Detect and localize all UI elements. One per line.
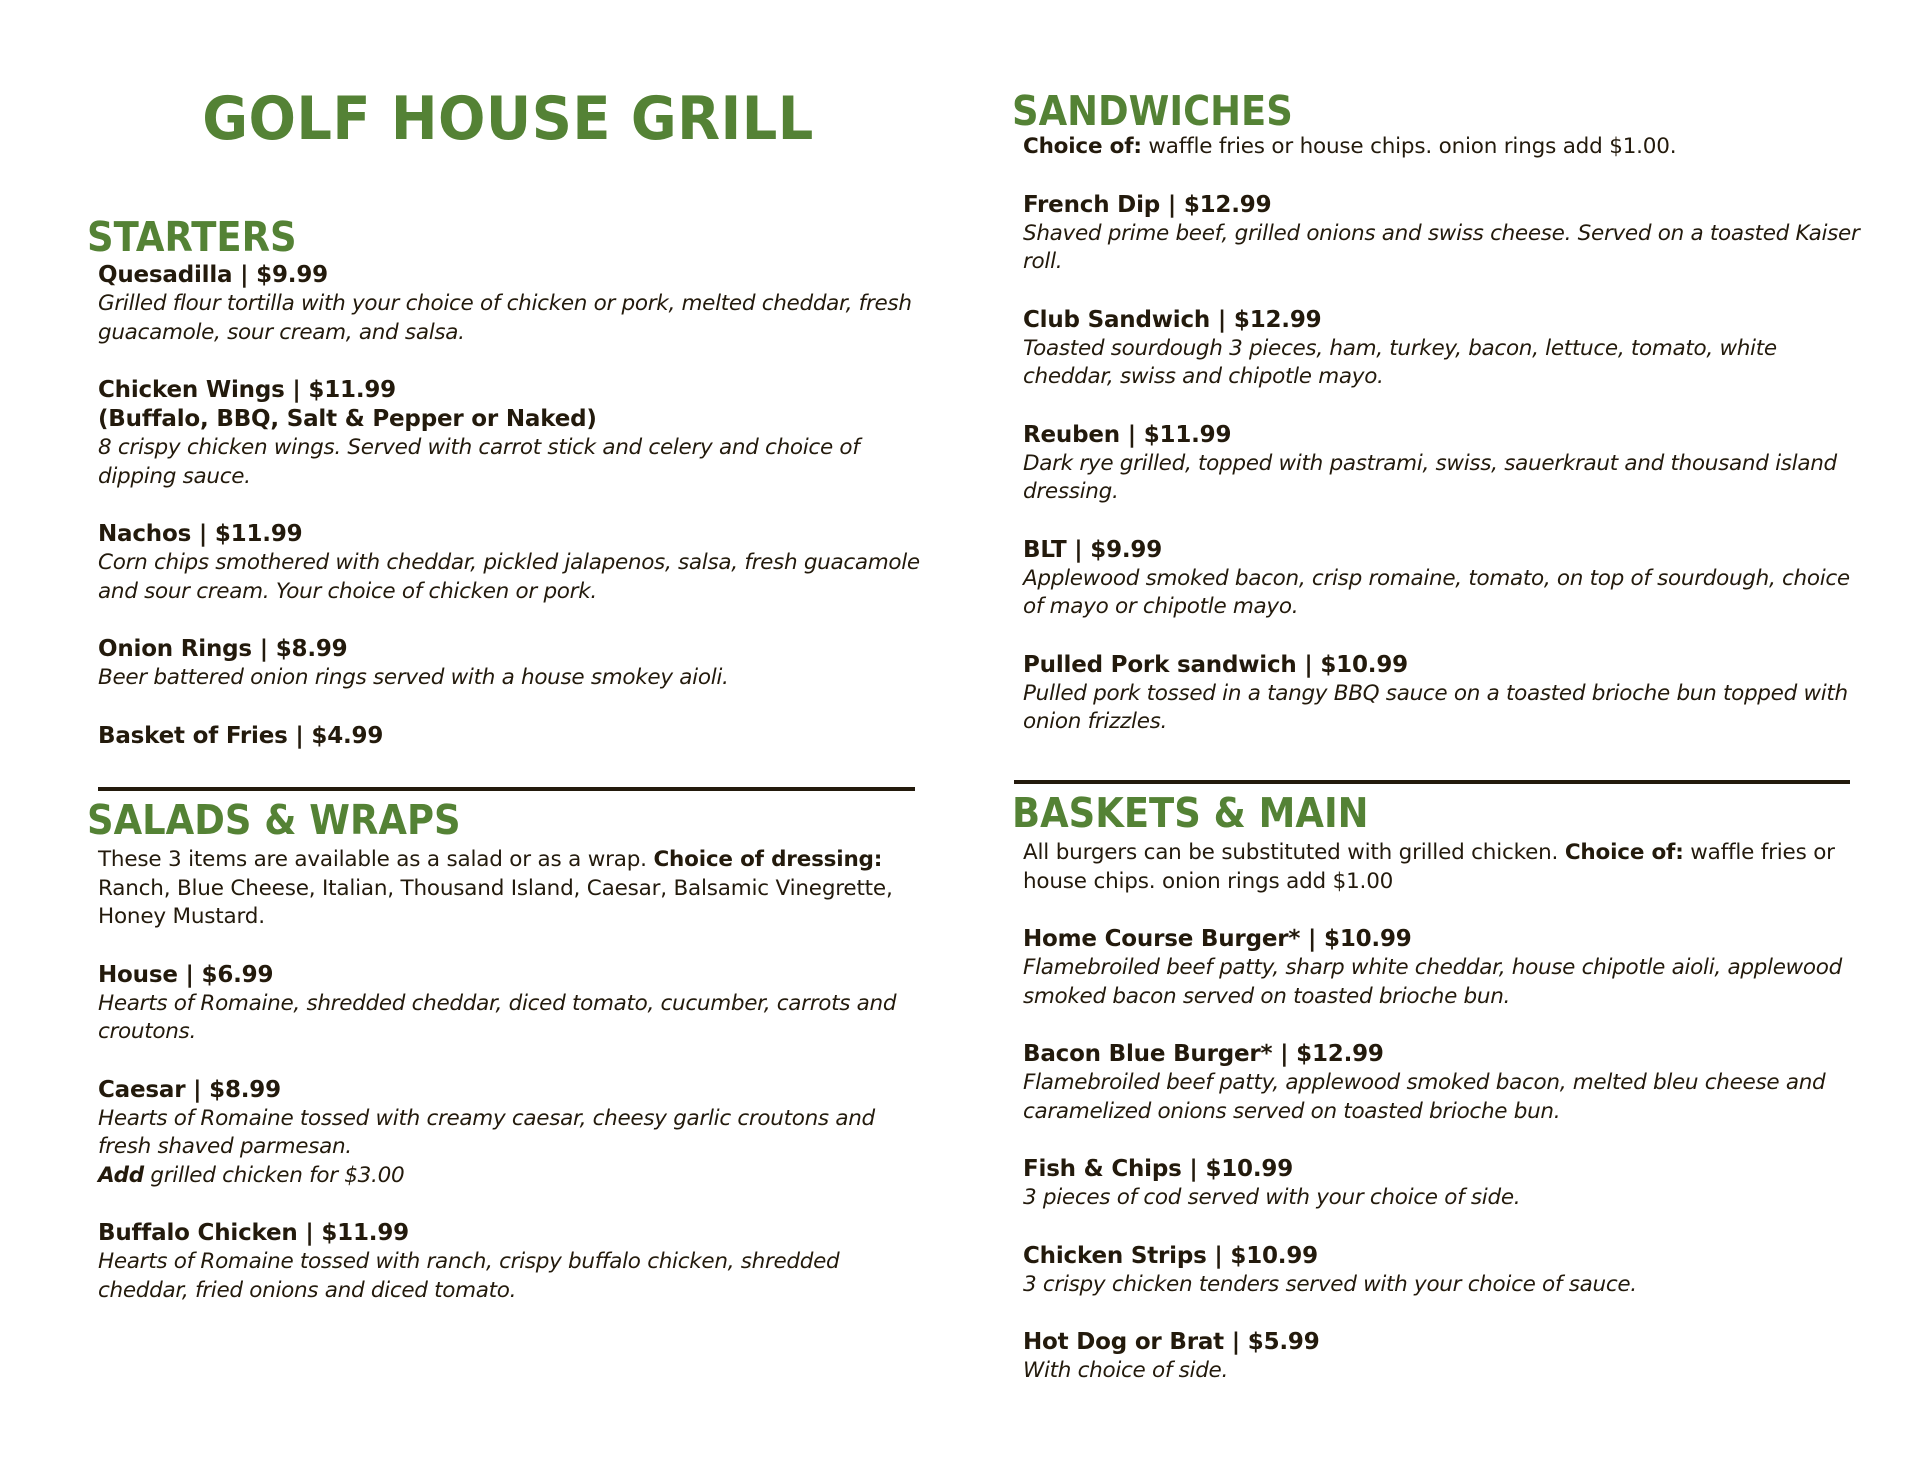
starters-heading: STARTERS xyxy=(87,213,297,261)
intro-text: waffle fries or house chips. onion rings add $1.00 xyxy=(1023,840,1835,894)
menu-item-description: Dark rye grilled, topped with pastrami, swiss, sauerkraut and thousand island dressing. xyxy=(1023,450,1837,504)
intro-text: Ranch, Blue Cheese, Italian, Thousand Island, Caesar, Balsamic Vinegrette, Honey Mustard. xyxy=(98,875,893,929)
menu-item-title: Caesar | $8.99 xyxy=(98,1076,281,1103)
sandwiches-intro xyxy=(1023,133,1862,162)
sandwiches-list xyxy=(1012,133,1862,737)
menu-item-title: Chicken Wings | $11.99 xyxy=(98,377,396,403)
salads-list xyxy=(87,846,927,1305)
menu-item xyxy=(98,722,927,751)
menu-item-flavors: (Buffalo, BBQ, Salt & Pepper or Naked) xyxy=(98,406,597,432)
menu-item-description: Toasted sourdough 3 pieces, ham, turkey, bacon, lettuce, tomato, white cheddar, swiss and chipotle mayo. xyxy=(1023,335,1777,389)
menu-item xyxy=(98,635,927,693)
menu-item xyxy=(98,261,927,347)
menu-item-description: Corn chips smothered with cheddar, pickled jalapenos, salsa, fresh guacamole and sour cream. Your choice of chicken or pork. xyxy=(98,550,920,604)
baskets-intro xyxy=(1023,839,1862,896)
menu-item-title: Buffalo Chicken | $11.99 xyxy=(98,1220,409,1246)
intro-text: waffle fries or house chips. onion rings add $1.00. xyxy=(1141,134,1677,159)
menu-item-description: Hearts of Romaine tossed with creamy caesar, cheesy garlic croutons and fresh shaved parmesan. xyxy=(98,1105,875,1159)
menu-item-description: With choice of side. xyxy=(1023,1358,1229,1383)
menu-item xyxy=(98,1076,927,1191)
intro-text: These 3 items are available as a salad or as a wrap. xyxy=(98,847,654,872)
menu-item-title: Hot Dog or Brat | $5.99 xyxy=(1023,1329,1320,1355)
intro-bold-text: Choice of dressing: xyxy=(653,847,883,872)
starters-list xyxy=(87,261,927,751)
menu-item-title: Bacon Blue Burger* | $12.99 xyxy=(1023,1041,1384,1067)
menu-item-title: Basket of Fries | $4.99 xyxy=(98,722,384,749)
addon-label: Add xyxy=(98,1162,144,1188)
menu-item-description: Hearts of Romaine, shredded cheddar, diced tomato, cucumber, carrots and croutons. xyxy=(98,990,897,1044)
menu-item-title: Home Course Burger* | $10.99 xyxy=(1023,926,1412,952)
menu-item-addon xyxy=(98,1162,927,1191)
menu-item-description: 3 pieces of cod served with your choice of side. xyxy=(1023,1185,1521,1210)
sandwiches-section xyxy=(1012,89,1862,737)
menu-item-title: Chicken Strips | $10.99 xyxy=(1023,1242,1318,1269)
intro-bold-text: Choice of: xyxy=(1564,840,1684,865)
menu-item-description: Grilled flour tortilla with your choice of chicken or pork, melted cheddar, fresh guacamole, sour cream, and salsa. xyxy=(98,291,912,345)
menu-item xyxy=(1023,1242,1862,1300)
menu-item xyxy=(98,520,927,606)
menu-item xyxy=(1023,306,1862,392)
menu-item xyxy=(1023,191,1862,277)
menu-item xyxy=(98,961,927,1047)
salads-section xyxy=(87,798,927,1305)
menu-item xyxy=(1023,925,1862,1011)
menu-item-title: Onion Rings | $8.99 xyxy=(98,636,348,662)
menu-item-description: Shaved prime beef, grilled onions and swiss cheese. Served on a toasted Kaiser roll. xyxy=(1023,220,1860,274)
menu-item xyxy=(1023,651,1862,737)
menu-item xyxy=(1023,536,1862,622)
menu-item-title: Nachos | $11.99 xyxy=(98,521,303,547)
menu-item-description: 8 crispy chicken wings. Served with carrot stick and celery and choice of dipping sauce. xyxy=(98,435,860,489)
menu-item xyxy=(98,1219,927,1305)
baskets-section xyxy=(1012,791,1862,1386)
menu-item-description: Applewood smoked bacon, crisp romaine, tomato, on top of sourdough, choice of mayo or chipotle mayo. xyxy=(1023,565,1850,619)
menu-item-title: Club Sandwich | $12.99 xyxy=(1023,306,1322,333)
menu-item-description: 3 crispy chicken tenders served with your choice of sauce. xyxy=(1023,1271,1637,1297)
menu-item-title: French Dip | $12.99 xyxy=(1023,191,1272,218)
menu-item xyxy=(1023,421,1862,507)
menu-item-description: Beer battered onion rings served with a house smokey aioli. xyxy=(98,665,729,690)
restaurant-title: GOLF HOUSE GRILL xyxy=(202,84,814,154)
menu-item xyxy=(1023,1040,1862,1126)
section-divider xyxy=(98,787,915,791)
menu-item-title: House | $6.99 xyxy=(98,961,274,988)
menu-item-title: Pulled Pork sandwich | $10.99 xyxy=(1023,651,1408,678)
menu-item-title: BLT | $9.99 xyxy=(1023,536,1163,563)
intro-text: All burgers can be substituted with grilled chicken. xyxy=(1023,840,1565,865)
baskets-list xyxy=(1012,839,1862,1386)
menu-item-description: Hearts of Romaine tossed with ranch, crispy buffalo chicken, shredded cheddar, fried onions and diced tomato. xyxy=(98,1249,840,1303)
menu-item-description: Flamebroiled beef patty, sharp white cheddar, house chipotle aioli, applewood smoked bacon served on toasted brioche bun. xyxy=(1023,955,1842,1009)
menu-item-description: Flamebroiled beef patty, applewood smoked bacon, melted bleu cheese and caramelized onions served on toasted brioche bun. xyxy=(1023,1070,1826,1124)
sandwiches-heading: SANDWICHES xyxy=(1012,87,1293,135)
addon-text: grilled chicken for $3.00 xyxy=(143,1162,405,1188)
baskets-heading: BASKETS & MAIN xyxy=(1012,789,1369,837)
menu-item xyxy=(1023,1155,1862,1213)
menu-item xyxy=(98,376,927,491)
salads-intro xyxy=(98,846,927,932)
salads-heading: SALADS & WRAPS xyxy=(87,796,461,844)
menu-item xyxy=(1023,1328,1862,1386)
intro-bold-text: Choice of: xyxy=(1023,134,1142,159)
section-divider xyxy=(1014,780,1850,784)
menu-item-title: Fish & Chips | $10.99 xyxy=(1023,1156,1293,1182)
menu-item-title: Reuben | $11.99 xyxy=(1023,421,1232,448)
starters-section xyxy=(87,215,927,751)
menu-item-title: Quesadilla | $9.99 xyxy=(98,262,328,288)
menu-item-description: Pulled pork tossed in a tangy BBQ sauce on a toasted brioche bun topped with onion frizzles. xyxy=(1023,680,1848,734)
